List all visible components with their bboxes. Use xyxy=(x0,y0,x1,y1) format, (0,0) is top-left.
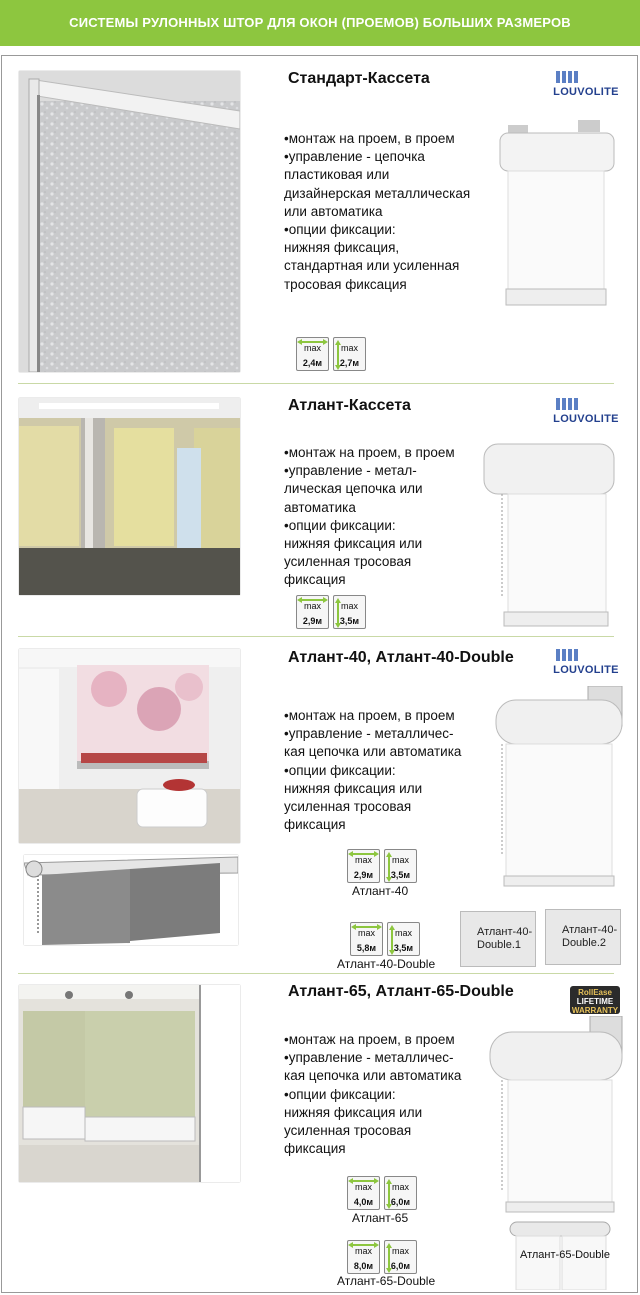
max-height-badge xyxy=(384,1176,417,1210)
atlant-40-product-image xyxy=(488,686,628,896)
desc-line: •монтаж на проем, в проем xyxy=(284,445,455,460)
max-width-badge xyxy=(347,1176,380,1210)
atlant-cassette-product-image xyxy=(480,438,620,633)
max-height-value: 6,0м xyxy=(390,1261,411,1271)
max-height-badge xyxy=(333,337,366,371)
atlant-65-caption: Атлант-65 xyxy=(352,1211,409,1225)
desc-line: усиленная тросовая xyxy=(284,799,412,815)
desc-line: •опции фиксации: xyxy=(284,762,396,778)
desc-line: •управление - металличес- xyxy=(284,726,454,742)
desc-line: фиксация xyxy=(284,817,346,833)
standard-cassette-description xyxy=(284,130,470,294)
thumb-label: Атлант-40- Double.1 xyxy=(477,926,533,951)
section-divider xyxy=(18,973,614,974)
max-label: max xyxy=(303,601,321,611)
atlant-cassette-photo xyxy=(19,398,240,595)
desc-line: нижняя фиксация или xyxy=(284,780,423,796)
max-height-value: 3,5м xyxy=(390,870,411,880)
max-label: max xyxy=(354,1182,372,1192)
max-label: max xyxy=(340,343,358,353)
max-label: max xyxy=(354,855,372,865)
atlant-cassette-title: Атлант-Кассета xyxy=(288,397,411,414)
desc-line: •монтаж на проем, в проем xyxy=(284,1032,455,1047)
louvolite-logo-mark xyxy=(556,398,580,410)
louvolite-logo-mark xyxy=(556,649,580,661)
max-height-value: 3,5м xyxy=(339,616,360,626)
max-label: max xyxy=(340,601,358,611)
max-width-value: 8,0м xyxy=(353,1261,374,1271)
thumb-label: Атлант-40- Double.2 xyxy=(562,924,618,949)
louvolite-logo xyxy=(553,398,619,428)
desc-line: или автоматика xyxy=(284,203,383,219)
desc-line: усиленная тросовая xyxy=(284,1123,412,1139)
standard-cassette-photo xyxy=(19,71,240,372)
louvolite-logo-text: LOUVOLITE xyxy=(553,86,619,98)
desc-line: фиксация xyxy=(284,1141,346,1157)
atlant-40-size-badges xyxy=(347,849,419,885)
atlant-40-photo xyxy=(19,649,240,843)
atlant-40-double-size-badges xyxy=(350,922,422,958)
atlant-40-title: Атлант-40, Атлант-40-Double xyxy=(288,649,514,666)
standard-cassette-product-image xyxy=(498,115,618,315)
atlant-65-double-size-badges xyxy=(347,1240,419,1276)
header-title: СИСТЕМЫ РУЛОННЫХ ШТОР ДЛЯ ОКОН (ПРОЕМОВ) БОЛЬШИХ РАЗМЕРОВ xyxy=(69,15,571,30)
atlant-cassette-description xyxy=(284,444,455,590)
louvolite-logo-text: LOUVOLITE xyxy=(553,413,619,425)
desc-line: стандартная или усиленная xyxy=(284,258,460,274)
max-label: max xyxy=(391,855,409,865)
desc-line: •управление - металличес- xyxy=(284,1050,454,1066)
warranty-line: WARRANTY xyxy=(571,1006,619,1015)
warranty-line: RollEase xyxy=(578,988,612,997)
desc-line: •управление - цепочка xyxy=(284,149,425,165)
atlant-40-double-1-thumbnail xyxy=(460,911,536,967)
max-width-badge xyxy=(296,337,329,371)
desc-line: нижняя фиксация или xyxy=(284,1104,423,1120)
louvolite-logo-text: LOUVOLITE xyxy=(553,664,619,676)
desc-line: нижняя фиксация, xyxy=(284,240,400,256)
max-width-badge xyxy=(350,922,383,956)
desc-line: •монтаж на проем, в проем xyxy=(284,708,455,723)
max-height-value: 6,0м xyxy=(390,1197,411,1207)
atlant-40-description xyxy=(284,707,461,834)
max-height-value: 2,7м xyxy=(339,358,360,368)
louvolite-logo xyxy=(553,649,619,679)
max-width-value: 2,4м xyxy=(302,358,323,368)
desc-line: нижняя фиксация или xyxy=(284,536,423,552)
rollease-warranty-logo xyxy=(570,986,620,1014)
max-height-value: 3,5м xyxy=(393,943,414,953)
atlant-65-size-badges xyxy=(347,1176,419,1212)
atlant-cassette-size-badges xyxy=(296,595,368,631)
atlant-65-title: Атлант-65, Атлант-65-Double xyxy=(288,983,514,1000)
desc-line: •монтаж на проем, в проем xyxy=(284,131,455,146)
max-label: max xyxy=(391,1182,409,1192)
desc-line: дизайнерская металлическая xyxy=(284,185,471,201)
max-label: max xyxy=(303,343,321,353)
atlant-40-double-caption: Атлант-40-Double xyxy=(337,957,436,971)
desc-line: •опции фиксации: xyxy=(284,517,396,533)
desc-line: тросовая фиксация xyxy=(284,276,407,292)
atlant-65-double-caption: Атлант-65-Double xyxy=(337,1274,436,1288)
desc-line: кая цепочка или автоматика xyxy=(284,744,462,760)
desc-line: фиксация xyxy=(284,572,346,588)
max-width-badge xyxy=(347,1240,380,1274)
atlant-40-double-photo xyxy=(24,855,238,945)
section-divider xyxy=(18,383,614,384)
section-divider xyxy=(18,636,614,637)
desc-line: пластиковая или xyxy=(284,167,390,183)
max-label: max xyxy=(357,928,375,938)
atlant-40-double-2-thumbnail xyxy=(545,909,621,965)
max-label: max xyxy=(354,1246,372,1256)
standard-cassette-size-badges xyxy=(296,337,368,373)
desc-line: •опции фиксации: xyxy=(284,1086,396,1102)
desc-line: •управление - метал- xyxy=(284,463,417,479)
standard-cassette-title: Стандарт-Кассета xyxy=(288,70,430,87)
max-width-value: 5,8м xyxy=(356,943,377,953)
atlant-65-photo xyxy=(19,985,240,1182)
max-height-badge xyxy=(387,922,420,956)
desc-line: лическая цепочка или xyxy=(284,481,423,497)
max-width-badge xyxy=(296,595,329,629)
max-width-value: 2,9м xyxy=(302,616,323,626)
page-header xyxy=(0,0,640,46)
atlant-65-double-product-caption: Атлант-65-Double xyxy=(520,1249,610,1261)
atlant-40-caption: Атлант-40 xyxy=(352,884,409,898)
louvolite-logo-mark xyxy=(556,71,580,83)
max-label: max xyxy=(394,928,412,938)
desc-line: •опции фиксации: xyxy=(284,222,396,238)
atlant-65-description xyxy=(284,1031,461,1158)
desc-line: кая цепочка или автоматика xyxy=(284,1068,462,1084)
max-label: max xyxy=(391,1246,409,1256)
desc-line: автоматика xyxy=(284,499,356,515)
atlant-65-product-image xyxy=(486,1016,626,1221)
max-height-badge xyxy=(384,1240,417,1274)
max-width-badge xyxy=(347,849,380,883)
louvolite-logo xyxy=(553,71,619,101)
max-height-badge xyxy=(333,595,366,629)
max-height-badge xyxy=(384,849,417,883)
max-width-value: 4,0м xyxy=(353,1197,374,1207)
warranty-line: LIFETIME xyxy=(576,997,614,1006)
desc-line: усиленная тросовая xyxy=(284,554,412,570)
max-width-value: 2,9м xyxy=(353,870,374,880)
